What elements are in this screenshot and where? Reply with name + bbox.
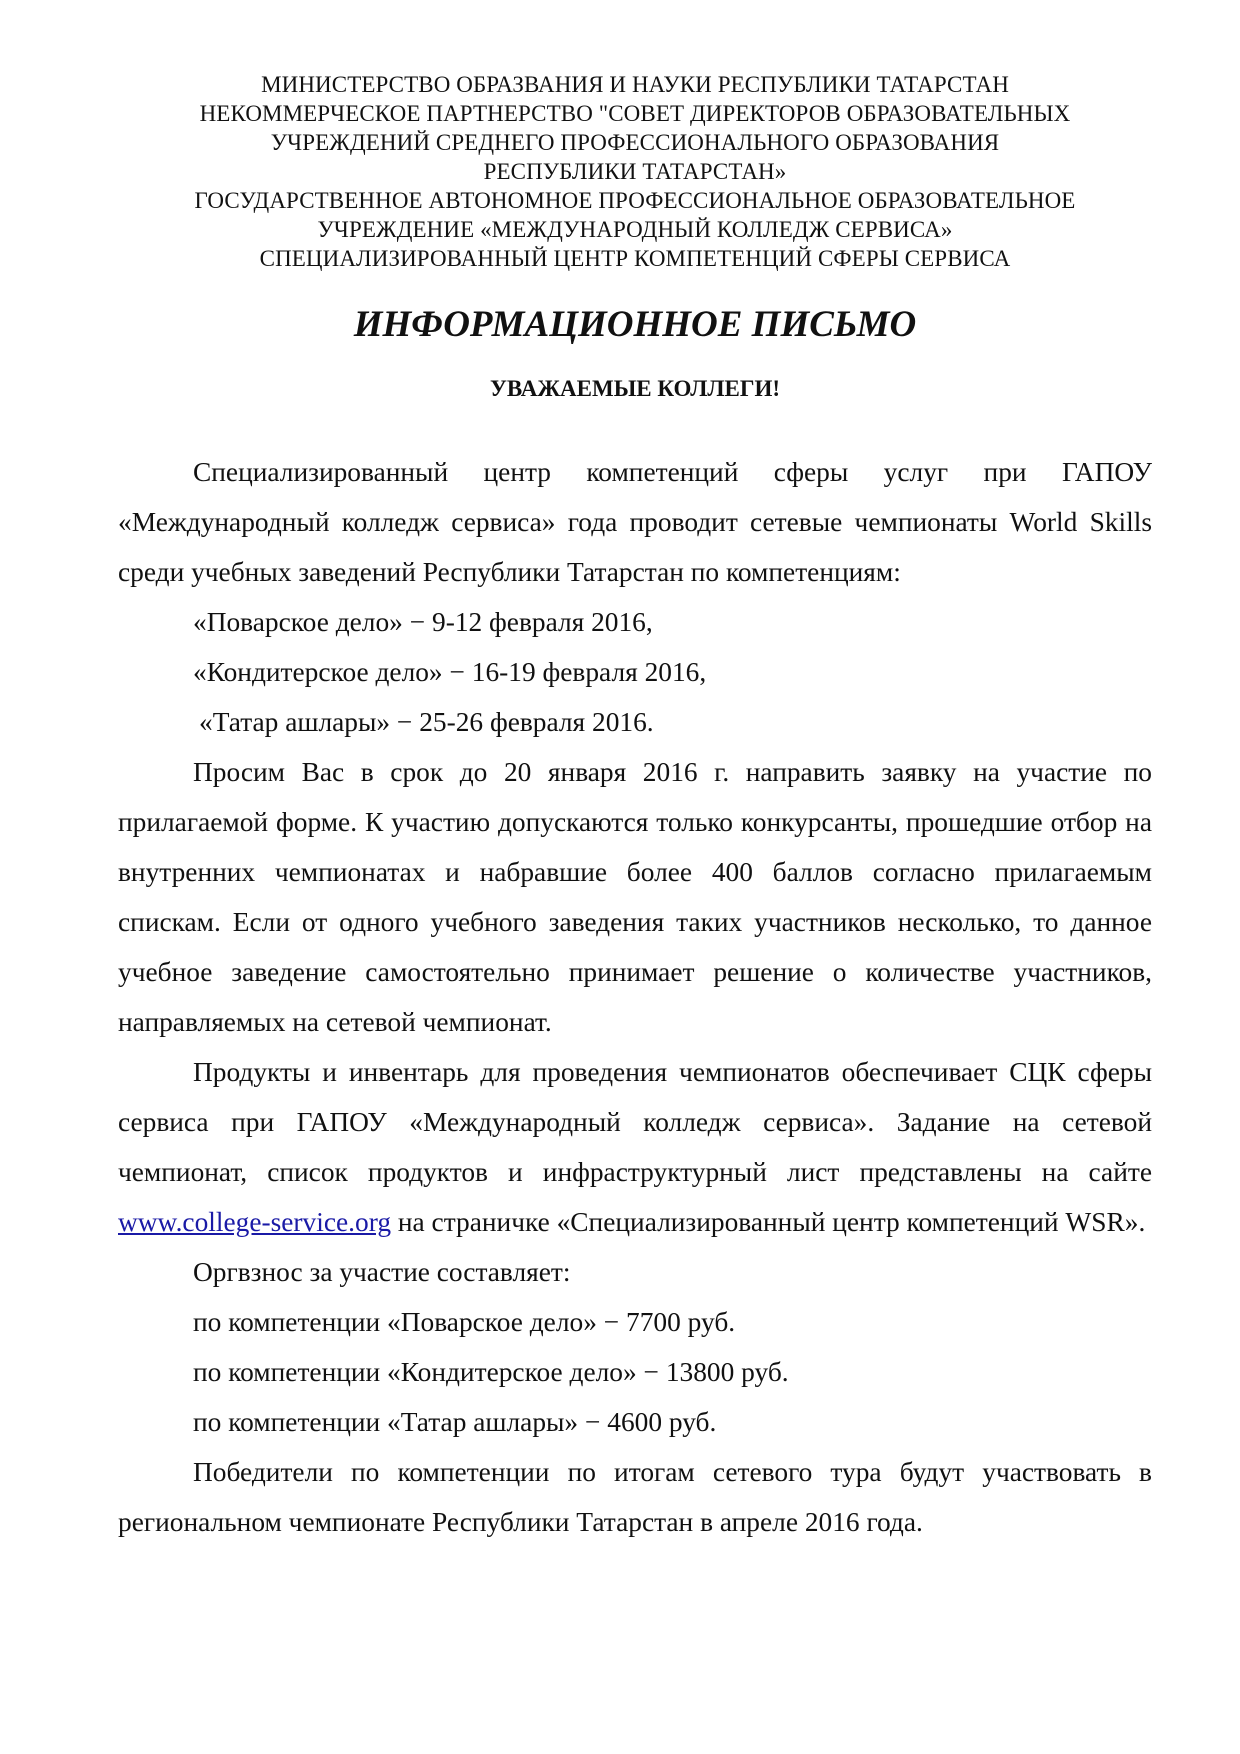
- products-text: Продукты и инвентарь для проведения чемпионатов обеспечивает СЦК сферы сервиса при ГАПОУ «Международный колледж сервиса». Задание на сетевой чемпионат, список продуктов и инфраструктурный лист представлены на сайте: [118, 1057, 1152, 1187]
- competition-item: «Татар ашлары» − 25-26 февраля 2016.: [199, 707, 654, 737]
- letter-body: [118, 447, 1152, 1547]
- products-text-end: на страничке «Специализированный центр компетенций WSR».: [391, 1207, 1146, 1237]
- letterhead-line: УЧРЕЖДЕНИЕ «МЕЖДУНАРОДНЫЙ КОЛЛЕДЖ СЕРВИСА»: [317, 217, 953, 242]
- competition-item: «Кондитерское дело» − 16-19 февраля 2016,: [193, 657, 707, 687]
- request-paragraph: Просим Вас в срок до 20 января 2016 г. направить заявку на участие по прилагаемой форме. К участию допускаются только конкурсанты, прошедшие отбор на внутренних чемпионатах и набравшие более 400 баллов согласно прилагаемым спискам. Если от одного учебного заведения таких участников несколько, то данное учебное заведение самостоятельно принимает решение о количестве участников, направляемых на сетевой чемпионат.: [118, 757, 1152, 1037]
- letterhead-line: МИНИСТЕРСТВО ОБРАЗВАНИЯ И НАУКИ РЕСПУБЛИКИ ТАТАРСТАН: [261, 72, 1009, 97]
- fee-item: по компетенции «Поварское дело» − 7700 руб.: [193, 1307, 736, 1337]
- greeting: УВАЖАЕМЫЕ КОЛЛЕГИ!: [489, 376, 781, 401]
- letter-page: [118, 70, 1152, 1547]
- intro-paragraph: Специализированный центр компетенций сферы услуг при ГАПОУ «Международный колледж сервиса» года проводит сетевые чемпионаты World Skills среди учебных заведений Республики Татарстан по компетенциям:: [118, 457, 1152, 587]
- competition-item: «Поварское дело» − 9-12 февраля 2016,: [193, 607, 653, 637]
- document-title: ИНФОРМАЦИОННОЕ ПИСЬМО: [353, 304, 917, 345]
- letterhead-line: ГОСУДАРСТВЕННОЕ АВТОНОМНОЕ ПРОФЕССИОНАЛЬНОЕ ОБРАЗОВАТЕЛЬНОЕ: [194, 188, 1076, 213]
- products-paragraph: [118, 1047, 1152, 1247]
- fee-heading: Оргвзнос за участие составляет:: [193, 1257, 571, 1287]
- winners-paragraph: Победители по компетенции по итогам сетевого тура будут участвовать в региональном чемпионате Республики Татарстан в апреле 2016 года.: [118, 1457, 1152, 1537]
- fee-item: по компетенции «Кондитерское дело» − 13800 руб.: [193, 1357, 789, 1387]
- fee-item: по компетенции «Татар ашлары» − 4600 руб.: [193, 1407, 717, 1437]
- letterhead-line: НЕКОММЕРЧЕСКОЕ ПАРТНЕРСТВО "СОВЕТ ДИРЕКТОРОВ ОБРАЗОВАТЕЛЬНЫХ: [199, 101, 1071, 126]
- letterhead-line: УЧРЕЖДЕНИЙ СРЕДНЕГО ПРОФЕССИОНАЛЬНОГО ОБРАЗОВАНИЯ: [270, 130, 1000, 155]
- letterhead-line: РЕСПУБЛИКИ ТАТАРСТАН»: [483, 159, 787, 184]
- letterhead: [118, 70, 1152, 273]
- letterhead-line: СПЕЦИАЛИЗИРОВАННЫЙ ЦЕНТР КОМПЕТЕНЦИЙ СФЕРЫ СЕРВИСА: [259, 246, 1011, 271]
- college-website-link[interactable]: www.college-service.org: [118, 1207, 392, 1237]
